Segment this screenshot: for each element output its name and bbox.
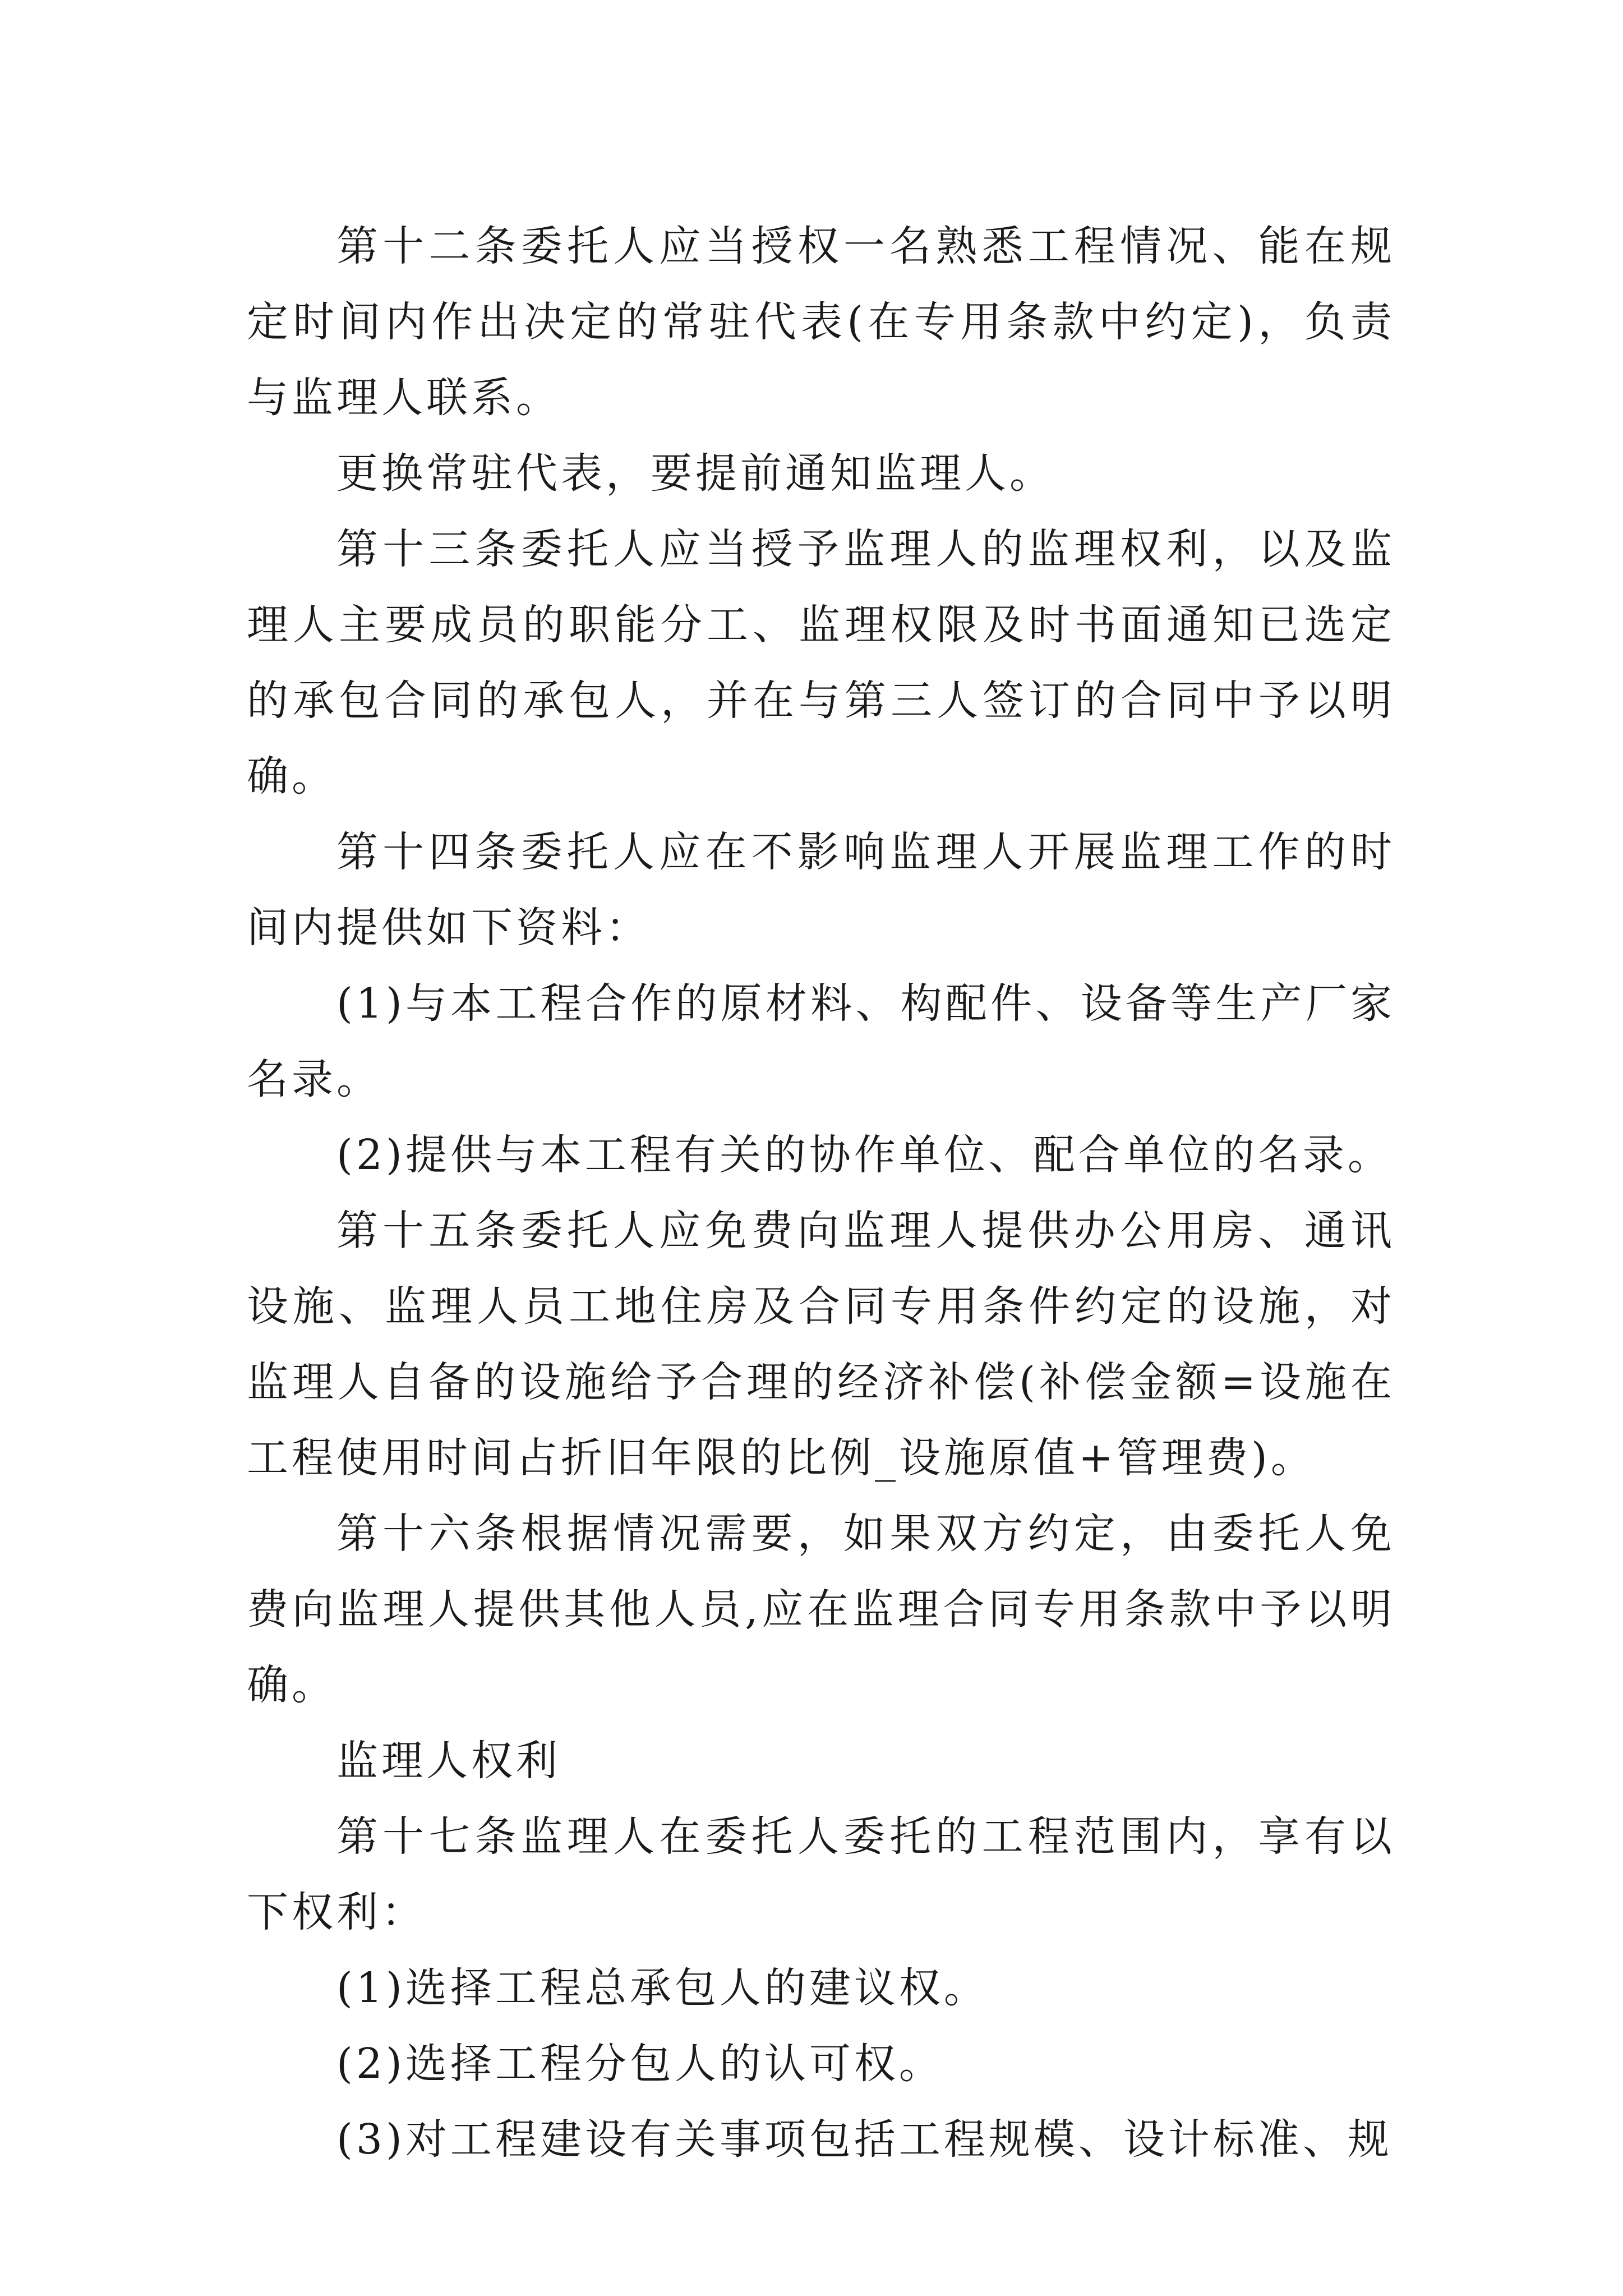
paragraph-article-12: 第十二条委托人应当授权一名熟悉工程情况、能在规定时间内作出决定的常驻代表(在专用条款中约定)，负责与监理人联系。 — [247, 222, 1395, 422]
document-body — [247, 209, 1395, 2178]
paragraph-article-14: 第十四条委托人应在不影响监理人开展监理工作的时间内提供如下资料： — [247, 828, 1395, 952]
paragraph-right-1: (1)选择工程总承包人的建议权。 — [336, 1964, 989, 2012]
section-heading-supervisor-rights: 监理人权利 — [336, 1737, 561, 1785]
paragraph-article-13: 第十三条委托人应当授予监理人的监理权利，以及监理人主要成员的职能分工、监理权限及时书面通知已选定的承包合同的承包人，并在与第三人签订的合同中予以明确。 — [247, 525, 1395, 800]
paragraph-right-3: (3)对工程建设有关事项包括工程规模、设计标准、规 — [336, 2115, 1393, 2164]
paragraph-right-2: (2)选择工程分包人的认可权。 — [336, 2040, 944, 2088]
paragraph-replace-representative: 更换常驻代表，要提前通知监理人。 — [336, 449, 1054, 498]
paragraph-article-15: 第十五条委托人应免费向监理人提供办公用房、通讯设施、监理人员工地住房及合同专用条件约定的设施，对监理人自备的设施给予合理的经济补偿(补偿金额=设施在工程使用时间占折旧年限的比例_设施原值+管理费)。 — [247, 1207, 1395, 1482]
paragraph-item-2-units: (2)提供与本工程有关的协作单位、配合单位的名录。 — [336, 1131, 1393, 1179]
paragraph-item-1-materials: (1)与本工程合作的原材料、构配件、设备等生产厂家名录。 — [247, 979, 1395, 1103]
paragraph-article-16: 第十六条根据情况需要，如果双方约定，由委托人免费向监理人提供其他人员,应在监理合同专用条款中予以明确。 — [247, 1510, 1395, 1709]
paragraph-article-17: 第十七条监理人在委托人委托的工程范围内，享有以下权利： — [247, 1812, 1395, 1936]
